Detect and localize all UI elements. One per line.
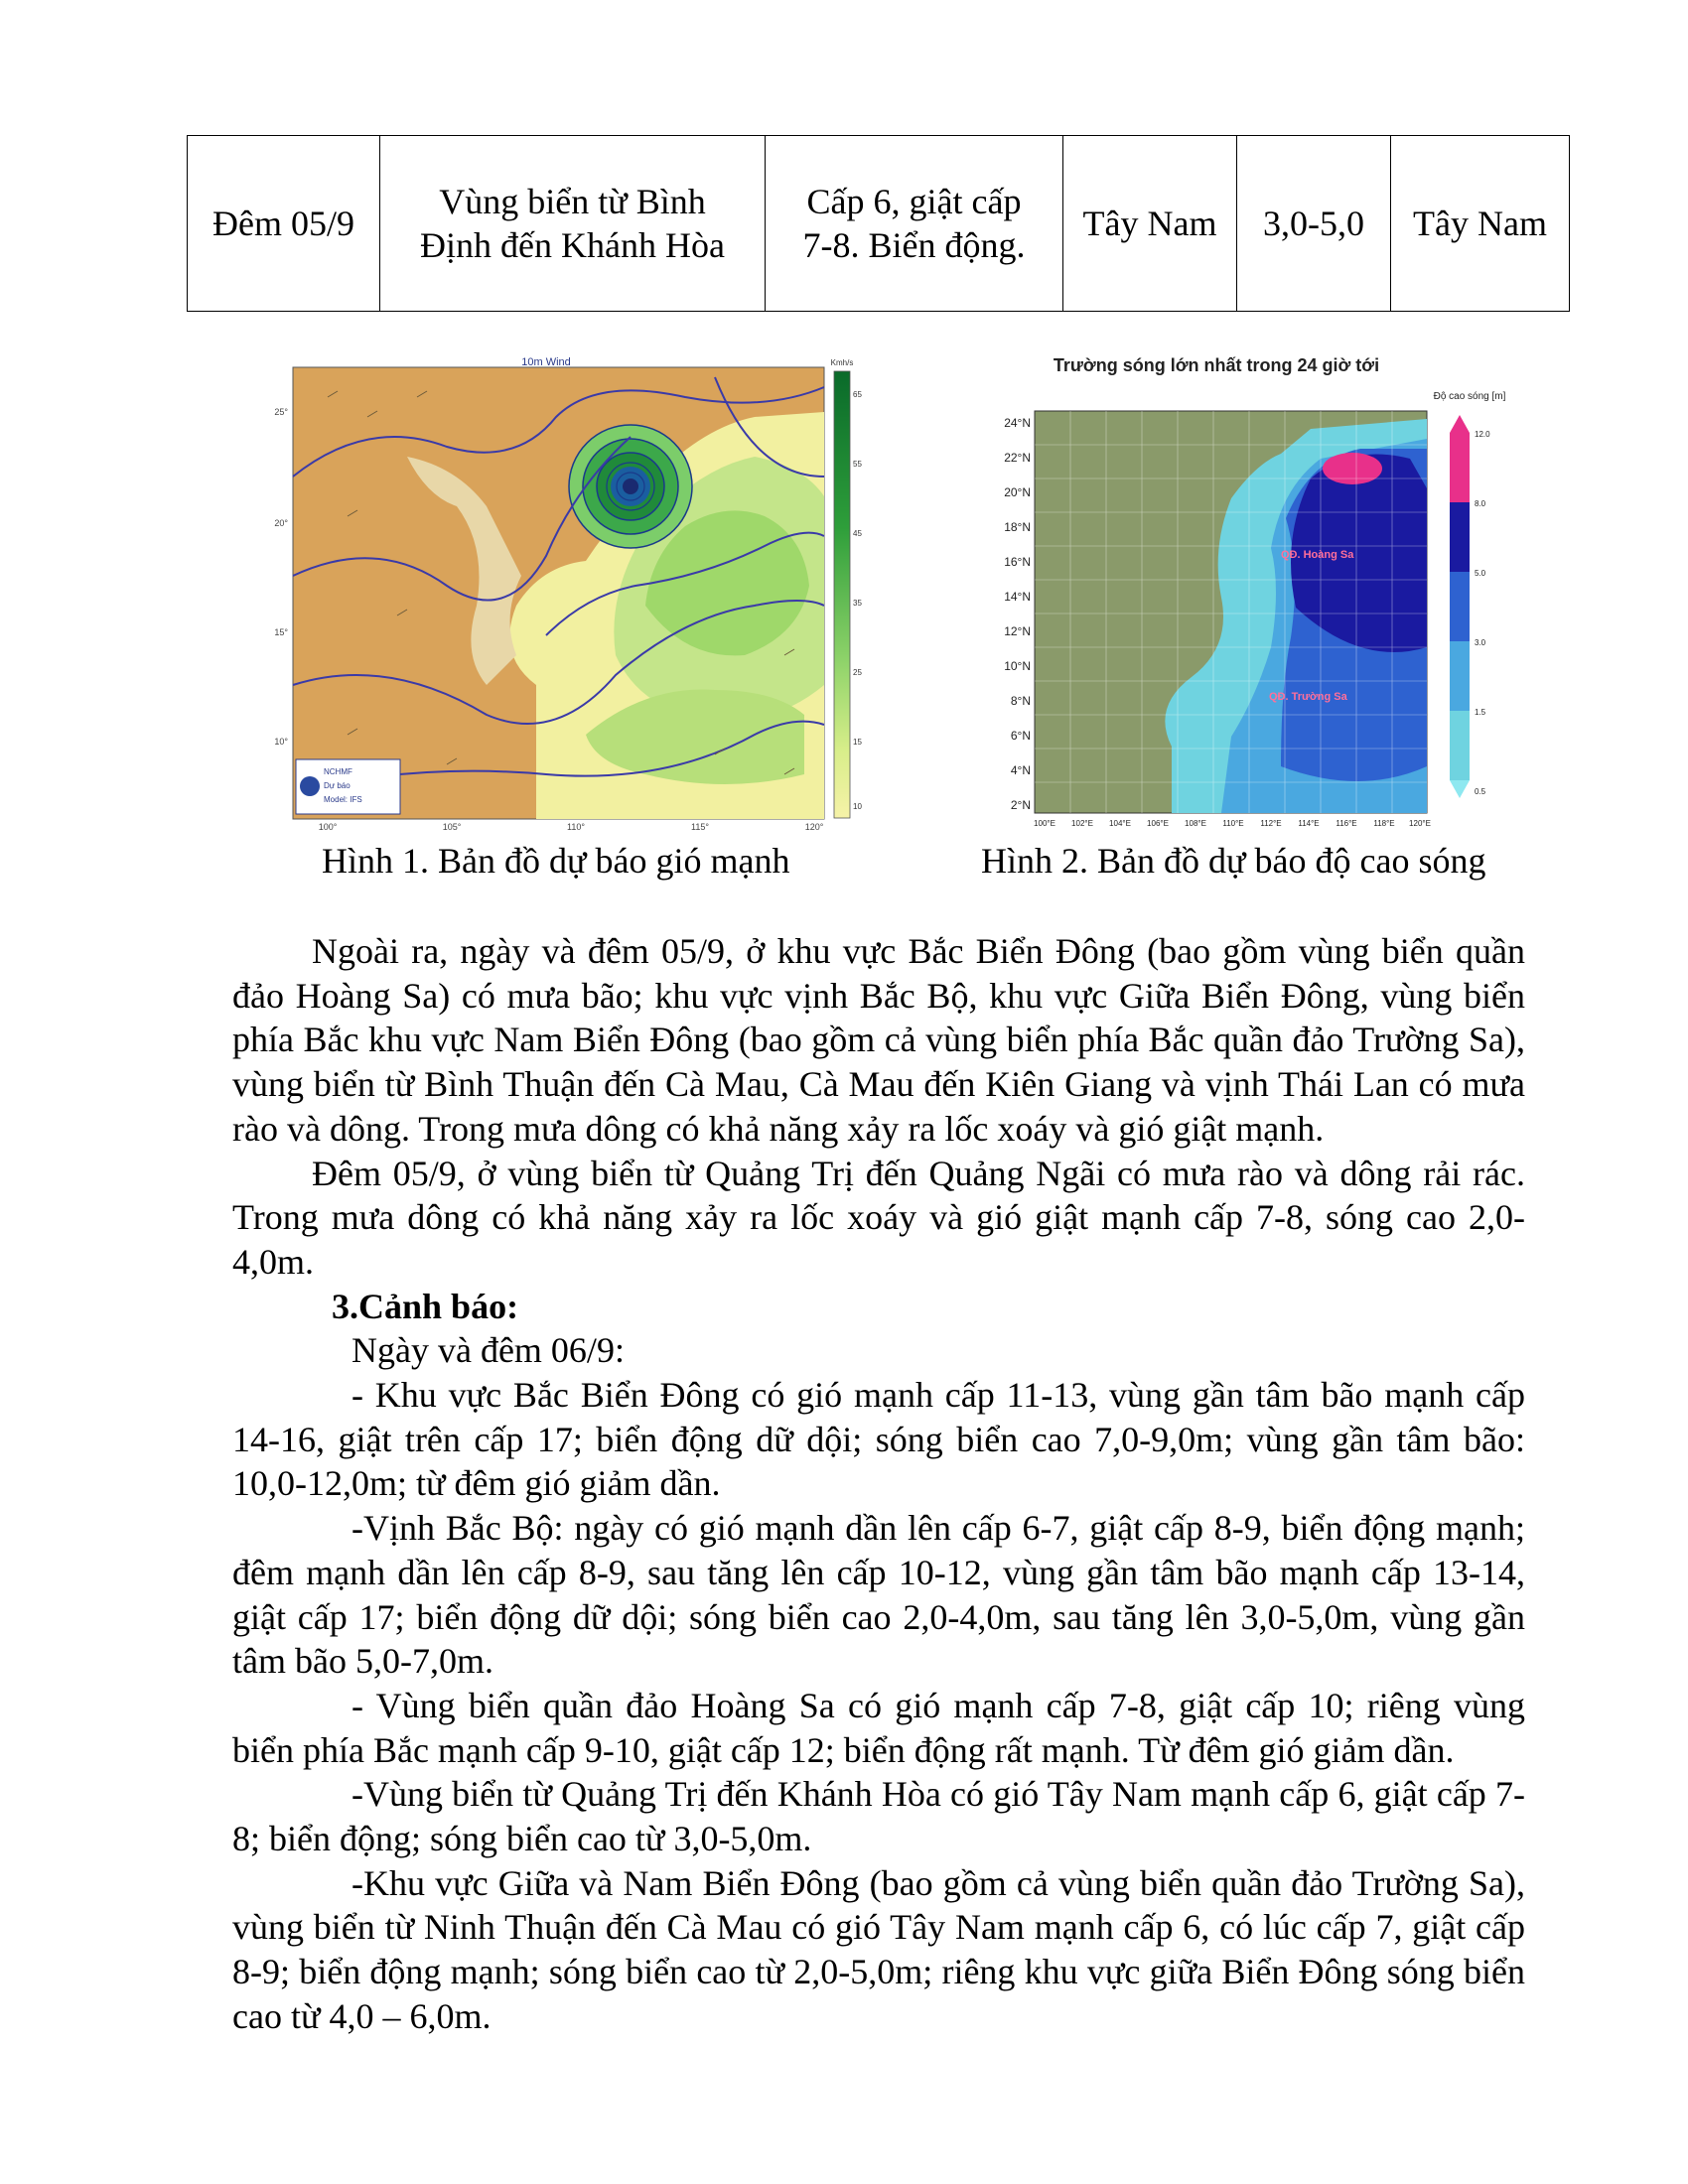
svg-text:15°: 15° xyxy=(274,627,288,637)
paragraph-2: Đêm 05/9, ở vùng biển từ Quảng Trị đến Quảng Ngãi có mưa rào và dông rải rác. Trong mưa dông có khả năng xảy ra lốc xoáy và gió giật mạnh cấp 7-8, sóng cao 2,0-4,0m. xyxy=(232,1153,1525,1282)
svg-text:16°N: 16°N xyxy=(1004,555,1031,569)
svg-text:25: 25 xyxy=(853,668,862,677)
cell-wave-direction: Tây Nam xyxy=(1391,136,1570,312)
wind-map-title: 10m Wind xyxy=(521,356,571,368)
warning-item-5: -Khu vực Giữa và Nam Biển Đông (bao gồm cả vùng biển quần đảo Trường Sa), vùng biển từ Ninh Thuận đến Cà Mau có gió Tây Nam mạnh cấp 6, có lúc cấp 7, giật cấp 8-9; biển động mạnh; sóng biển cao từ 2,0-5,0m; riêng khu vực giữa Biển Đông sóng biển cao từ 4,0 – 6,0m. xyxy=(232,1862,1525,2036)
svg-text:100°E: 100°E xyxy=(1034,819,1055,828)
svg-text:10°: 10° xyxy=(274,737,288,747)
wave-map-plot xyxy=(1035,411,1427,813)
svg-text:20°: 20° xyxy=(274,518,288,528)
figure-1-caption: Hình 1. Bản đồ dự báo gió mạnh xyxy=(322,841,790,881)
svg-text:22°N: 22°N xyxy=(1004,451,1031,465)
svg-text:8°N: 8°N xyxy=(1010,694,1031,708)
label-hoang-sa: QĐ. Hoàng Sa xyxy=(1281,549,1354,561)
svg-text:108°E: 108°E xyxy=(1185,819,1206,828)
svg-text:24°N: 24°N xyxy=(1004,416,1031,430)
svg-text:105°: 105° xyxy=(442,822,462,832)
cell-wind-direction: Tây Nam xyxy=(1063,136,1237,312)
svg-text:100°: 100° xyxy=(318,822,338,832)
cell-wind: Cấp 6, giật cấp 7-8. Biển động. xyxy=(766,136,1063,312)
svg-text:110°: 110° xyxy=(567,822,585,832)
svg-text:106°E: 106°E xyxy=(1147,819,1169,828)
svg-text:104°E: 104°E xyxy=(1109,819,1131,828)
cell-time: Đêm 05/9 xyxy=(188,136,380,312)
wind-forecast-map xyxy=(274,356,874,834)
wind-lat-labels xyxy=(274,407,288,747)
svg-text:115°: 115° xyxy=(691,822,709,832)
warning-item-4: -Vùng biển từ Quảng Trị đến Khánh Hòa có gió Tây Nam mạnh cấp 6, giật cấp 7-8; biển động; sóng biển cao từ 3,0-5,0m. xyxy=(232,1774,1525,1859)
svg-text:10°N: 10°N xyxy=(1004,659,1031,673)
warning-item-2: -Vịnh Bắc Bộ: ngày có gió mạnh dần lên cấp 6-7, giật cấp 8-9, biển động mạnh; đêm mạnh dần lên cấp 8-9, sau tăng lên cấp 10-12, vùng gần tâm bão mạnh cấp 13-14, giật cấp 17; biển động dữ dội; sóng biển cao 2,0-4,0m, sau tăng lên 3,0-5,0m, vùng gần tâm bão 5,0-7,0m. xyxy=(232,1508,1525,1682)
warning-item-3: - Vùng biển quần đảo Hoàng Sa có gió mạnh cấp 7-8, giật cấp 10; riêng vùng biển phía Bắc mạnh cấp 9-10, giật cấp 12; biển động rất mạnh. Từ đêm gió giảm dần. xyxy=(232,1685,1525,1770)
svg-text:15: 15 xyxy=(853,738,862,747)
svg-text:12°N: 12°N xyxy=(1004,624,1031,638)
svg-text:Dự báo: Dự báo xyxy=(324,781,351,790)
svg-text:18°N: 18°N xyxy=(1004,520,1031,534)
svg-text:Độ cao sóng [m]: Độ cao sóng [m] xyxy=(1433,391,1506,402)
svg-text:6°N: 6°N xyxy=(1010,729,1031,743)
typhoon-vortex xyxy=(569,425,692,548)
cell-area: Vùng biển từ Bình Định đến Khánh Hòa xyxy=(380,136,766,312)
svg-text:10: 10 xyxy=(853,802,862,811)
svg-text:110°E: 110°E xyxy=(1222,819,1244,828)
svg-text:120°E: 120°E xyxy=(1409,819,1431,828)
svg-text:114°E: 114°E xyxy=(1298,819,1320,828)
nchmf-logo xyxy=(296,759,400,814)
body-text xyxy=(232,929,1525,2039)
table-row xyxy=(188,136,1570,312)
svg-text:3.0: 3.0 xyxy=(1475,638,1486,647)
svg-text:55: 55 xyxy=(853,460,862,469)
svg-text:14°N: 14°N xyxy=(1004,590,1031,604)
svg-text:4°N: 4°N xyxy=(1010,763,1031,777)
svg-text:25°: 25° xyxy=(274,407,288,417)
svg-text:Kmh/s: Kmh/s xyxy=(830,358,854,367)
svg-text:8.0: 8.0 xyxy=(1475,499,1486,508)
label-truong-sa: QĐ. Trường Sa xyxy=(1269,691,1347,703)
paragraph-1: Ngoài ra, ngày và đêm 05/9, ở khu vực Bắc Biển Đông (bao gồm vùng biển quần đảo Hoàng Sa) có mưa bão; khu vực vịnh Bắc Bộ, khu vực Giữa Biển Đông, vùng biển phía Bắc khu vực Nam Biển Đông (bao gồm cả vùng biển phía Bắc quần đảo Trường Sa), vùng biển từ Bình Thuận đến Cà Mau, Cà Mau đến Kiên Giang và vịnh Thái Lan có mưa rào và dông. Trong mưa dông có khả năng xảy ra lốc xoáy và gió giật mạnh. xyxy=(232,931,1525,1149)
svg-text:0.5: 0.5 xyxy=(1475,787,1486,796)
svg-text:5.0: 5.0 xyxy=(1475,569,1486,578)
svg-text:65: 65 xyxy=(853,390,862,399)
wave-height-forecast-map xyxy=(983,349,1524,836)
svg-text:45: 45 xyxy=(853,529,862,538)
warning-item-1: - Khu vực Bắc Biển Đông có gió mạnh cấp 11-13, vùng gần tâm bão mạnh cấp 14-16, giật trên cấp 17; biển động dữ dội; sóng biển cao 7,0-9,0m; vùng gần tâm bão: 10,0-12,0m; từ đêm gió giảm dần. xyxy=(232,1375,1525,1504)
svg-text:2°N: 2°N xyxy=(1010,798,1031,812)
svg-text:118°E: 118°E xyxy=(1373,819,1395,828)
svg-text:35: 35 xyxy=(853,599,862,608)
svg-text:1.5: 1.5 xyxy=(1475,708,1486,717)
wind-map-plot xyxy=(293,367,824,819)
svg-text:102°E: 102°E xyxy=(1071,819,1093,828)
svg-text:20°N: 20°N xyxy=(1004,485,1031,499)
wave-map-title: Trường sóng lớn nhất trong 24 giờ tới xyxy=(1053,355,1380,375)
svg-text:120°: 120° xyxy=(804,822,824,832)
svg-text:12.0: 12.0 xyxy=(1475,430,1490,439)
section-heading: 3.Cảnh báo: xyxy=(332,1286,519,1326)
svg-text:116°E: 116°E xyxy=(1336,819,1357,828)
figure-2-caption: Hình 2. Bản đồ dự báo độ cao sóng xyxy=(981,841,1486,881)
date-line: Ngày và đêm 06/9: xyxy=(352,1330,625,1371)
cell-wave-height: 3,0-5,0 xyxy=(1237,136,1391,312)
svg-text:112°E: 112°E xyxy=(1260,819,1282,828)
svg-text:Model: IFS: Model: IFS xyxy=(324,795,362,804)
forecast-table xyxy=(187,135,1570,312)
svg-text:NCHMF: NCHMF xyxy=(324,767,352,776)
